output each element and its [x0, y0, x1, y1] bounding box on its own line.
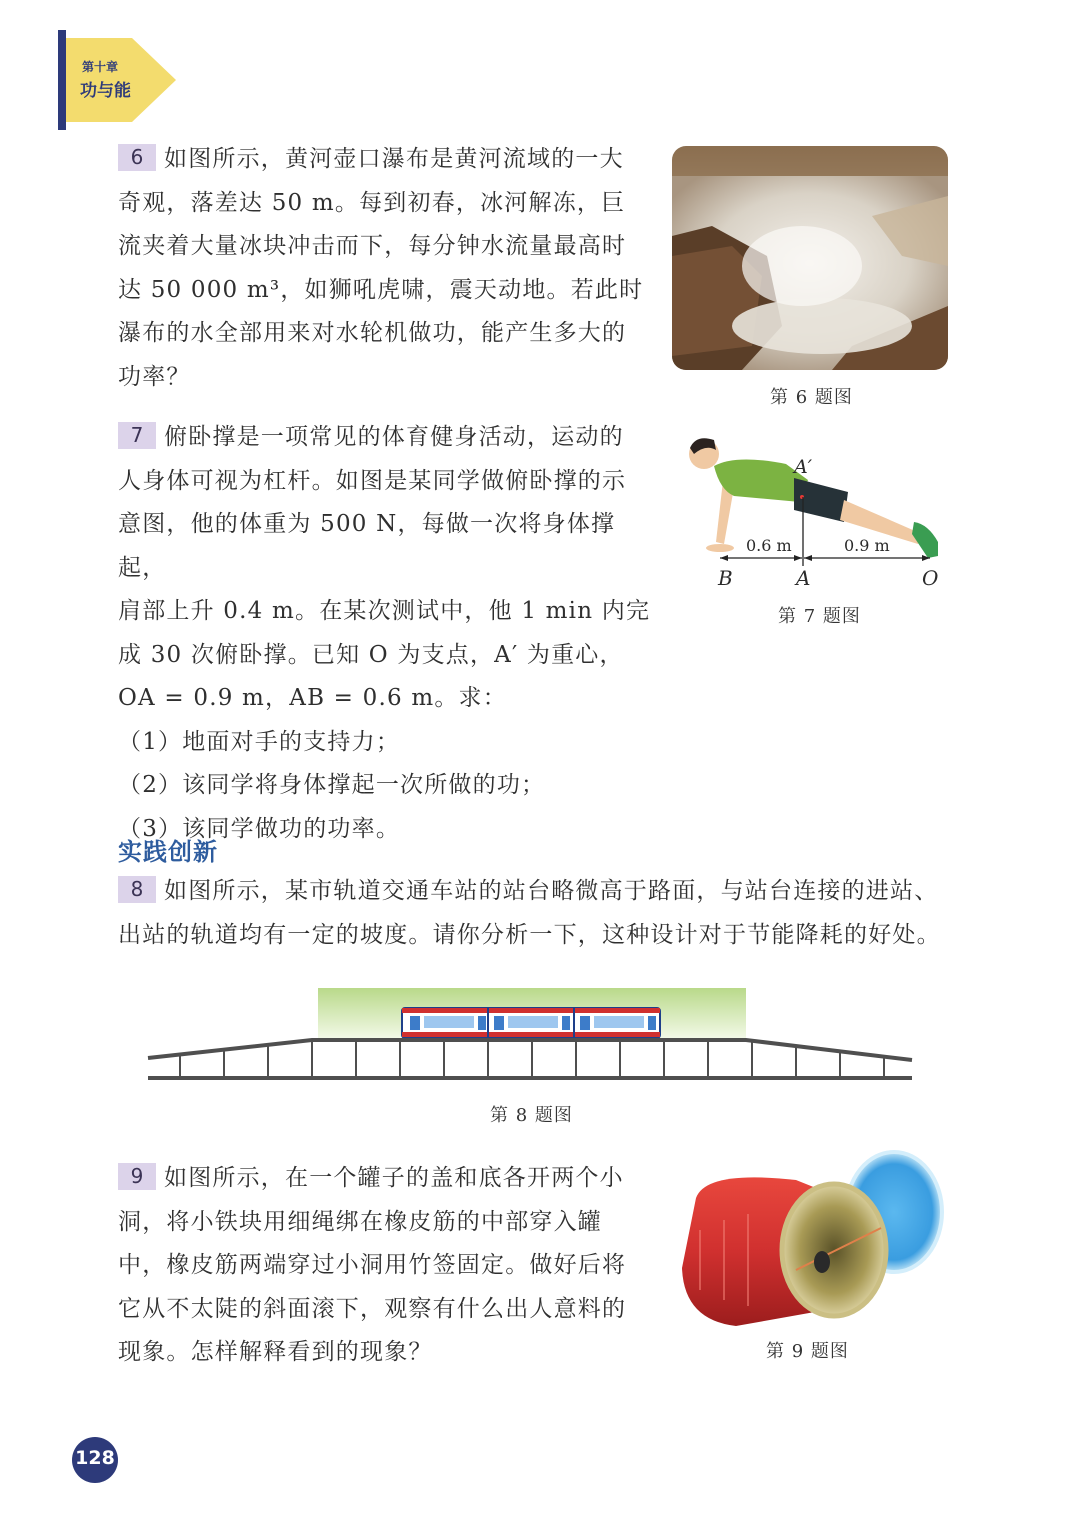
label-a: A	[796, 566, 811, 590]
question-8	[118, 870, 968, 957]
question-7-line-2: 人身体可视为杠杆。如图是某同学做俯卧撑的示	[118, 467, 627, 494]
question-6-line-1: 6 如图所示，黄河壶口瀑布是黄河流域的一大	[118, 138, 648, 182]
question-9-line-2: 洞，将小铁块用细绳绑在橡皮筋的中部穿入罐	[118, 1208, 602, 1235]
question-6-line-2: 奇观，落差达 50 m。每到初春，冰河解冻，巨	[118, 189, 626, 216]
waterfall-photo	[672, 146, 948, 370]
question-7-sub-1: （1）地面对手的支持力；	[118, 728, 401, 755]
page-number: 128	[75, 1447, 115, 1469]
question-9-line-3: 中，橡皮筋两端穿过小洞用竹签固定。做好后将	[118, 1252, 627, 1278]
question-8-line-2: 出站的轨道均有一定的坡度。请你分析一下，这种设计对于节能降耗的好处。	[118, 921, 941, 948]
question-7-line-4: 肩部上升 0.4 m。在某次测试中，他 1 min 内完	[118, 598, 651, 624]
question-6-line-3: 流夹着大量冰块冲击而下，每分钟水流量最高时	[118, 233, 627, 259]
chapter-tab-bar	[58, 30, 66, 130]
question-6-number: 6	[118, 144, 156, 171]
question-7-line-1: 7 俯卧撑是一项常见的体育健身活动，运动的	[118, 416, 658, 460]
question-7-line-5: 成 30 次俯卧撑。已知 O 为支点，A′ 为重心，	[118, 641, 624, 668]
section-title: 实践创新	[118, 838, 218, 866]
question-8-line-1: 8 如图所示，某市轨道交通车站的站台略微高于路面，与站台连接的进站、	[118, 870, 968, 914]
question-8-number: 8	[118, 876, 156, 903]
figure-9-caption: 第 9 题图	[766, 1341, 849, 1362]
station-diagram	[144, 984, 916, 1088]
question-9-line-5: 现象。怎样解释看到的现象？	[118, 1339, 433, 1365]
figure-7-caption: 第 7 题图	[778, 606, 861, 627]
label-dist-ao: 0.9 m	[844, 536, 890, 555]
label-dist-ab: 0.6 m	[746, 536, 792, 555]
chapter-title: 功与能	[80, 81, 131, 101]
question-6-line-5: 瀑布的水全部用来对水轮机做功，能产生多大的	[118, 320, 627, 346]
label-o: O	[922, 566, 939, 590]
question-6-line-4: 达 50 000 m³，如狮吼虎啸，震天动地。若此时	[118, 276, 644, 303]
chapter-tab	[58, 30, 178, 130]
label-b: B	[718, 566, 733, 590]
train	[402, 1008, 660, 1038]
pushup-figure	[676, 430, 954, 600]
can-figure	[676, 1150, 946, 1330]
question-7-number: 7	[118, 422, 156, 449]
question-9-line-4: 它从不太陡的斜面滚下，观察有什么出人意料的	[118, 1295, 627, 1322]
question-7-sub-3: （3）该同学做功的功率。	[118, 815, 401, 842]
figure-6-caption: 第 6 题图	[770, 387, 853, 408]
question-7	[118, 416, 658, 851]
chapter-number: 第十章	[82, 60, 119, 74]
label-a-prime: A′	[794, 456, 813, 478]
question-7-sub-2: （2）该同学将身体撑起一次所做的功；	[118, 772, 546, 798]
question-6-line-6: 功率？	[118, 363, 191, 390]
question-7-line-6: OA = 0.9 m，AB = 0.6 m。求：	[118, 685, 507, 711]
question-9	[118, 1157, 658, 1375]
question-9-line-1: 9 如图所示，在一个罐子的盖和底各开两个小	[118, 1157, 658, 1201]
question-6	[118, 138, 648, 399]
question-9-number: 9	[118, 1163, 156, 1190]
question-7-line-3: 意图，他的体重为 500 N，每做一次将身体撑起，	[118, 511, 616, 581]
figure-8-caption: 第 8 题图	[490, 1105, 573, 1126]
